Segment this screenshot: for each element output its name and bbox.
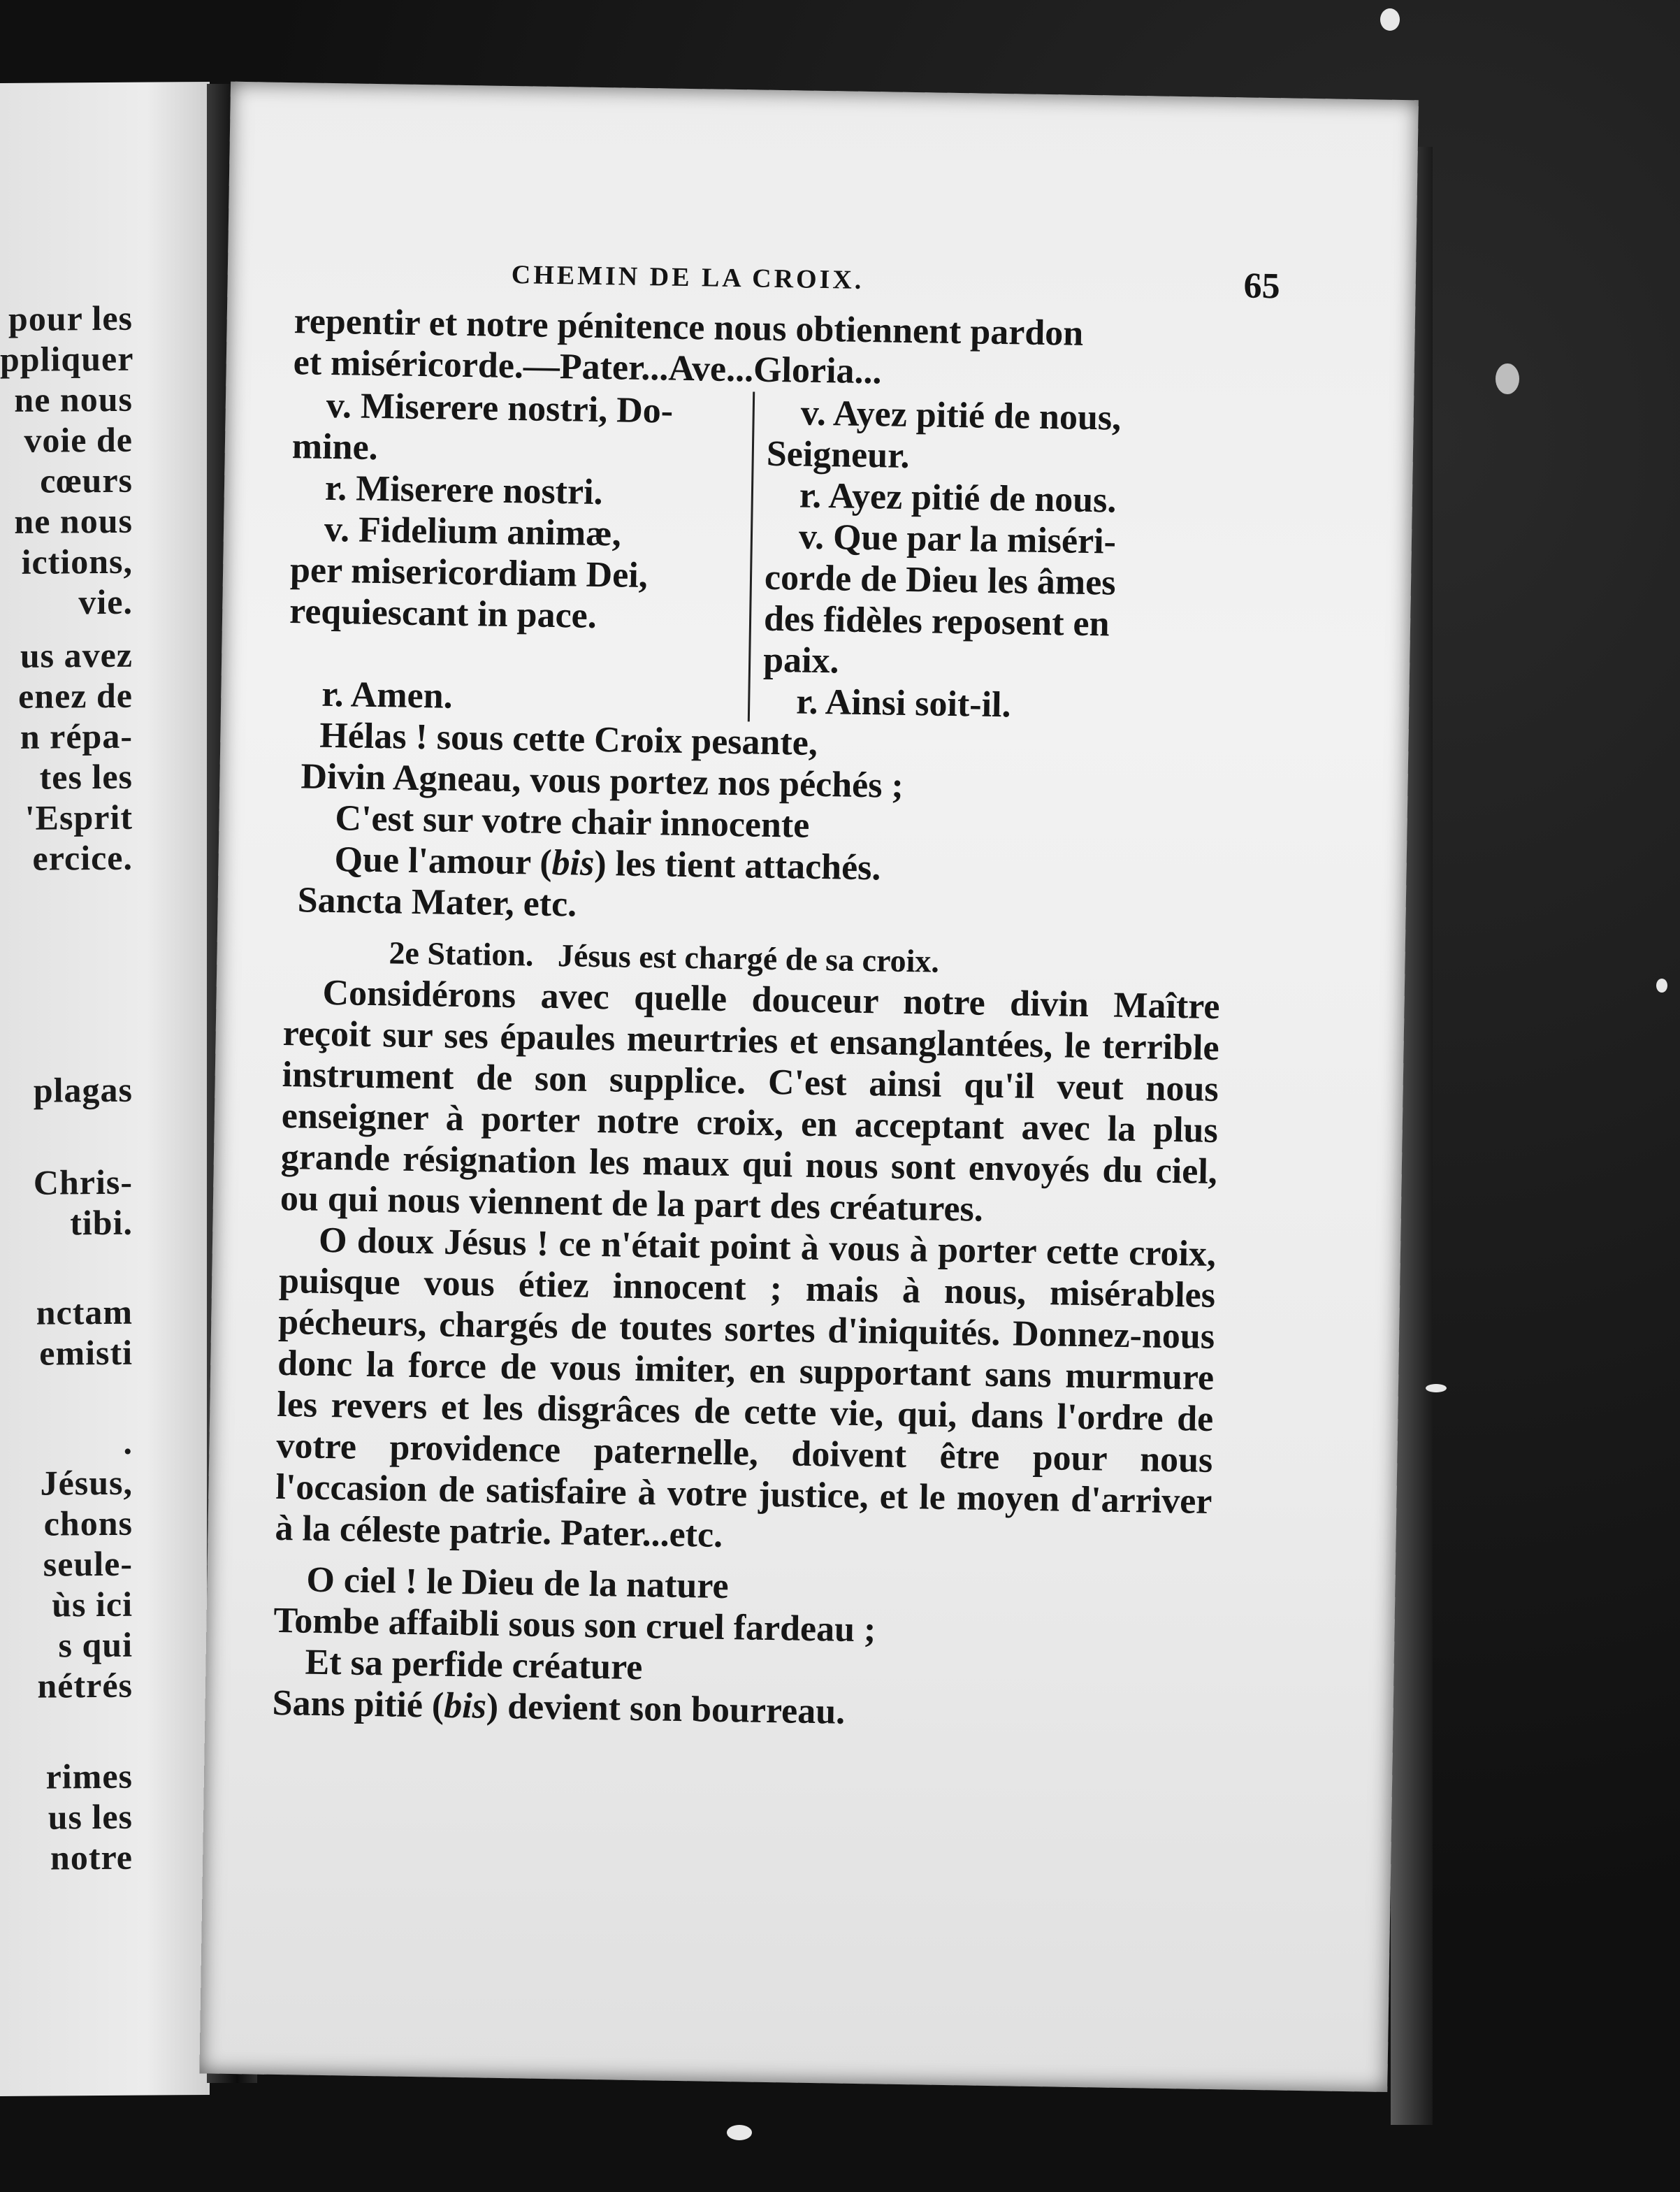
left-page-line: us avez [20, 635, 133, 675]
left-page-line: plagas [33, 1069, 133, 1110]
french-line: v. Ayez pitié de nous, [800, 393, 1122, 438]
left-page-line: cœurs [40, 460, 133, 500]
hymn-line: C'est sur votre chair innocente [335, 798, 810, 846]
hymn-stanza-1 [284, 714, 1224, 935]
french-line: r. Ayez pitié de nous. [799, 475, 1117, 521]
opening-line: et miséricorde.—Pater...Ave...Gloria... [293, 342, 882, 392]
latin-line: per misericordiam Dei, [289, 550, 649, 596]
left-page-line: ne nous [14, 500, 133, 541]
left-page-line: Chris- [33, 1162, 133, 1202]
bis-marker: bis [551, 843, 595, 884]
left-page-line: nctam [36, 1292, 133, 1332]
latin-line: requiescant in pace. [289, 591, 598, 636]
left-page-line: vie. [78, 582, 133, 622]
left-facing-page [0, 82, 210, 2096]
left-page-line: tibi. [70, 1202, 133, 1243]
left-page-line: us les [48, 1796, 133, 1837]
page-number: 65 [1243, 266, 1281, 307]
dust-speck [1380, 8, 1400, 31]
left-page-line: ùs ici [52, 1584, 133, 1624]
french-line: Seigneur. [766, 433, 910, 476]
latin-line: v. Miserere nostri, Do- [326, 385, 674, 431]
page-body [272, 301, 1231, 1738]
left-page-line: seule- [43, 1543, 133, 1584]
hymn-stanza-2 [272, 1559, 1211, 1738]
dust-speck [1426, 1384, 1447, 1392]
hymn-line: Sancta Mater, etc. [297, 880, 577, 925]
left-page-line: chons [43, 1503, 133, 1543]
station-title: Jésus est chargé de sa croix. [557, 937, 940, 979]
hymn-text: Sans pitié ( [272, 1682, 444, 1726]
left-page-line: enez de [18, 675, 133, 716]
left-page-line: ictions, [21, 541, 133, 582]
running-head-title: CHEMIN DE LA CROIX. [511, 259, 864, 295]
meditation-paragraph: Considérons avec quelle douceur notre divin Maître reçoit sur ses épaules meurtries et ensanglantées, le terrible instrument de son supplice. C'est ainsi qu'il veut nous enseigner à porter notre croix, en acceptant avec la plus grande résignation les maux qui nous sont envoyés du ciel, ou qui nous viennent de la part des créatures. [280, 972, 1220, 1230]
hymn-text: Que l'amour ( [334, 839, 553, 884]
left-page-line: rimes [45, 1756, 133, 1796]
latin-line: v. Fidelium animæ, [324, 509, 622, 554]
left-page-line: ne nous [14, 379, 133, 419]
left-page-line: ppliquer [0, 338, 134, 380]
latin-line: mine. [291, 426, 379, 468]
french-line: des fidèles reposent en [763, 598, 1110, 644]
left-page-line: ercice. [32, 837, 133, 878]
hymn-line: Et sa perfide créature [305, 1642, 643, 1688]
hymn-text: ) les tient attachés. [593, 843, 881, 888]
left-page-line: tes les [39, 756, 133, 797]
french-line: r. Ainsi soit-il. [795, 682, 1011, 726]
dust-speck [1656, 979, 1667, 993]
latin-column [288, 384, 755, 721]
french-line: paix. [762, 640, 840, 682]
opening-line: repentir et notre pénitence nous obtiennent pardon [294, 301, 1084, 354]
book-page [199, 82, 1419, 2092]
left-page-line: s qui [58, 1624, 133, 1665]
prayer-paragraph: O doux Jésus ! ce n'était point à vous à porter cette croix, puisque vous étiez innocent ; mais à nous, misérables pécheurs, chargés de toutes sortes d'iniquités. Donnez-nous donc la force de vous imiter, en supportant sans murmure les revers et les disgrâces de cette vie, qui, dans l'ordre de votre providence paternelle, doivent être pour nous l'occasion de satisfaire à votre justice, et le moyen d'arriver à la céleste patrie. Pater...etc. [275, 1220, 1217, 1555]
hymn-line: Divin Agneau, vous portez nos péchés ; [300, 756, 904, 806]
latin-line-spacer [289, 632, 737, 680]
hymn-line: Tombe affaibli sous son cruel fardeau ; [273, 1600, 876, 1650]
french-column [750, 391, 1229, 729]
left-page-line: . [123, 1422, 133, 1462]
bis-marker: bis [443, 1685, 487, 1726]
left-page-line: 'Esprit [24, 797, 133, 837]
hymn-text: ) devient son bourreau. [486, 1686, 846, 1732]
latin-line: r. Amen. [321, 674, 454, 716]
left-page-line: emisti [39, 1332, 133, 1373]
left-page-line: n répa- [20, 716, 133, 756]
left-page-line: Jésus, [40, 1462, 133, 1503]
dust-speck [1496, 363, 1519, 394]
prayer-columns [288, 384, 1229, 729]
left-page-line: nétrés [37, 1665, 133, 1706]
station-label: 2e Station. [389, 935, 534, 973]
latin-line: r. Miserere nostri. [324, 468, 603, 513]
french-line: corde de Dieu les âmes [764, 557, 1117, 603]
left-page-line: voie de [24, 419, 133, 460]
hymn-line: Hélas ! sous cette Croix pesante, [319, 715, 818, 763]
left-page-line: pour les [8, 298, 133, 338]
dust-speck [727, 2125, 752, 2140]
left-page-line: notre [50, 1837, 133, 1877]
french-line: v. Que par la miséri- [798, 517, 1117, 562]
hymn-line: O ciel ! le Dieu de la nature [306, 1559, 729, 1607]
